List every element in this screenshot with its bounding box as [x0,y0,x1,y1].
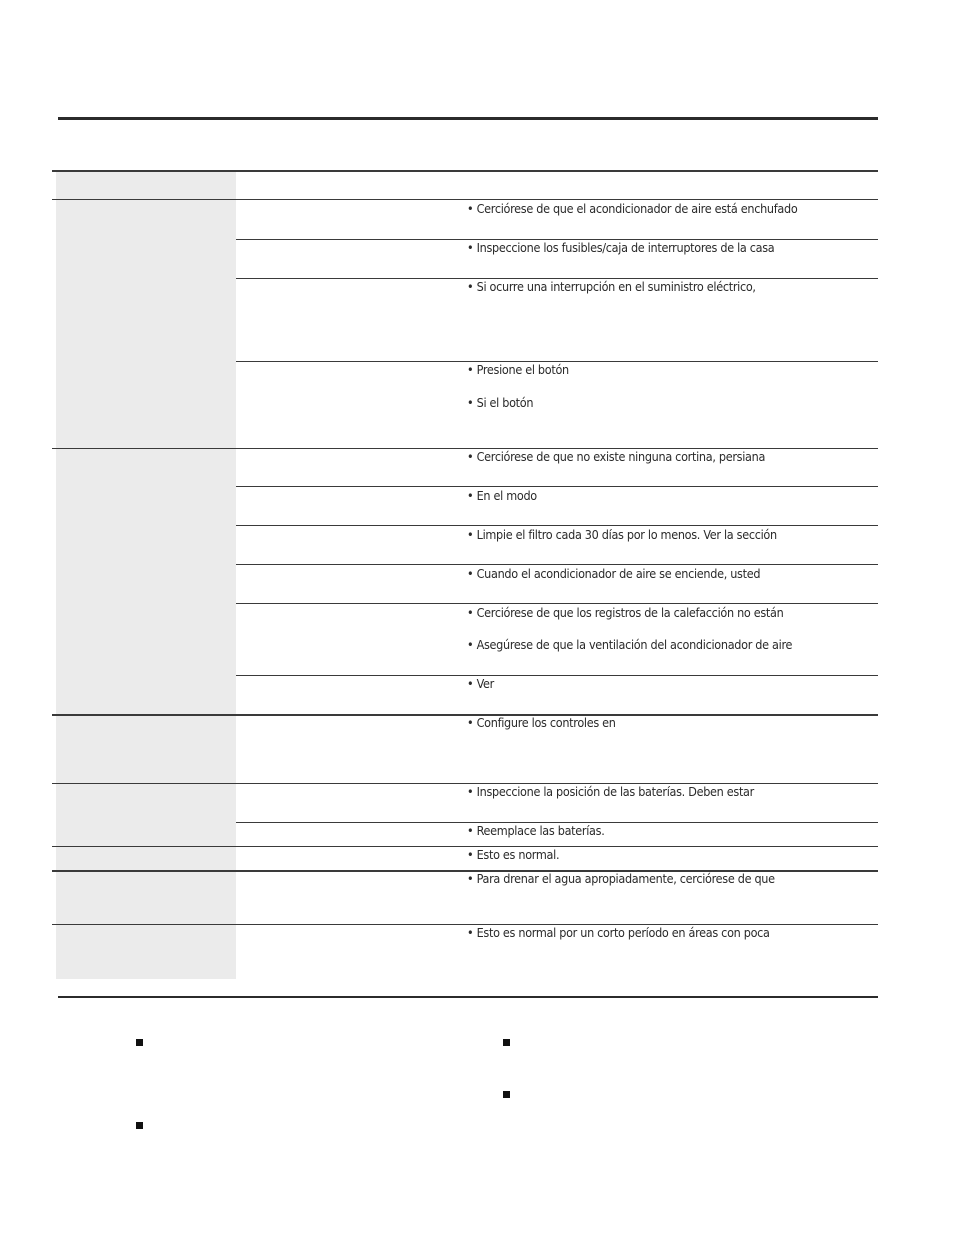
tip-text: • Si el botón [467,395,534,410]
tip-text: • Reemplace las baterías. [467,823,605,838]
row-line [236,564,878,565]
tip-text: • En el modo [467,488,537,503]
tip-text: • Limpie el filtro cada 30 días por lo menos. Ver la sección [467,527,777,542]
group-line [52,714,878,716]
tip-text: • Inspeccione los fusibles/caja de interruptores de la casa [467,240,775,255]
problem-cell-2 [56,449,236,714]
row-line [236,675,878,676]
group-line [52,783,878,784]
top-rule [58,117,878,120]
problem-cell-7 [56,925,236,979]
tip-text: • Esto es normal. [467,847,560,862]
square-bullet-icon [503,1039,510,1046]
tip-text: • Esto es normal por un corto período en áreas con poca [467,925,770,940]
tip-text: • Presione el botón [467,362,569,377]
row-line [236,486,878,487]
problem-cell-1 [56,200,236,448]
tip-text: • Configure los controles en [467,715,616,730]
problem-cell-3 [56,716,236,783]
tip-text: • Cuando el acondicionador de aire se enciende, usted [467,566,761,581]
problem-cell-6 [56,872,236,924]
tip-text: • Cerciórese de que los registros de la calefacción no están [467,605,784,620]
problem-cell-4 [56,784,236,846]
tip-text: • Asegúrese de que la ventilación del acondicionador de aire [467,637,793,652]
row-line [236,603,878,604]
group-line [52,846,878,847]
tip-text: • Cerciórese de que el acondicionador de aire está enchufado [467,201,798,216]
row-line [236,525,878,526]
square-bullet-icon [136,1122,143,1129]
tip-text: • Para drenar el agua apropiadamente, cerciórese de que [467,871,775,886]
header-problem-cell [56,172,236,199]
bottom-rule [58,996,878,998]
tip-text: • Si ocurre una interrupción en el suministro eléctrico, [467,279,756,294]
square-bullet-icon [136,1039,143,1046]
tip-text: • Cerciórese de que no existe ninguna cortina, persiana [467,449,766,464]
square-bullet-icon [503,1091,510,1098]
tip-text: • Inspeccione la posición de las baterías. Deben estar [467,784,754,799]
problem-cell-5 [56,847,236,870]
tip-text: • Ver [467,676,494,691]
